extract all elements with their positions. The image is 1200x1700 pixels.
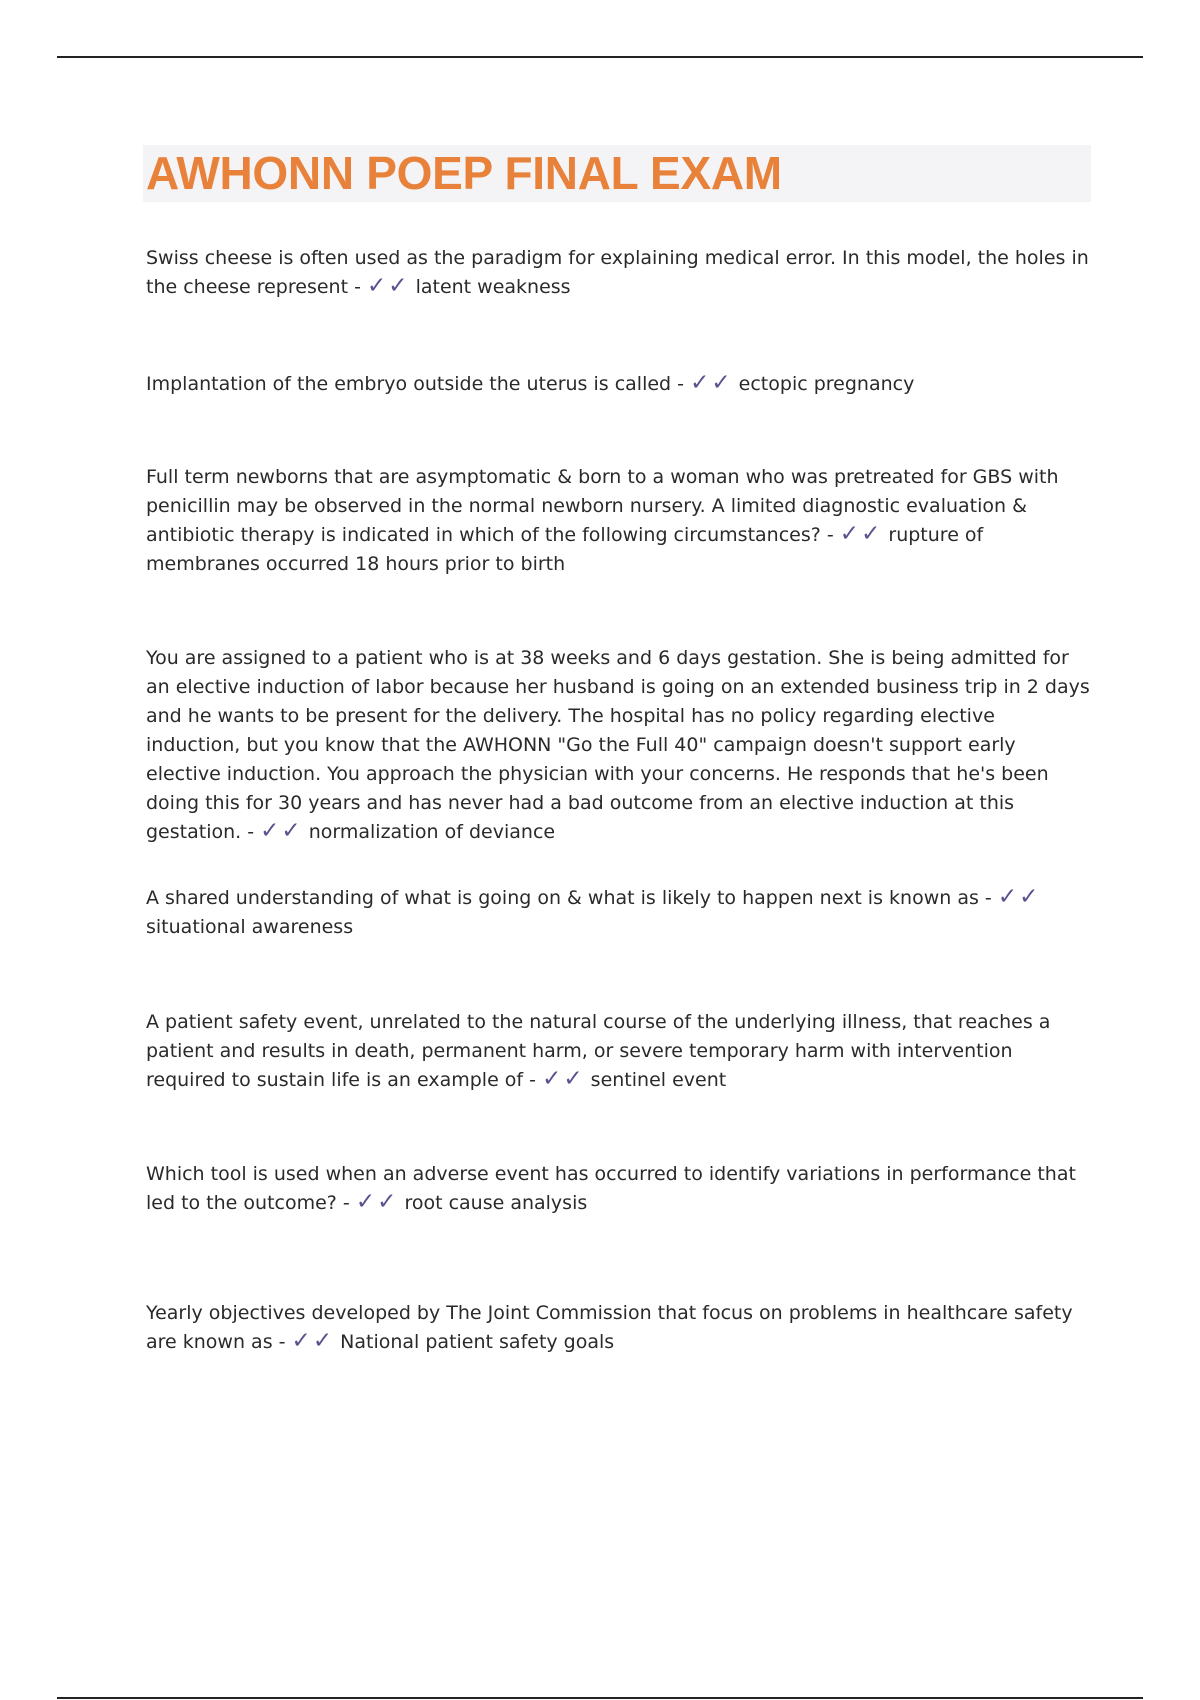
checkmark-icon: ✓ <box>260 818 280 844</box>
checkmark-icon: ✓ <box>312 1328 333 1354</box>
document-title: AWHONN POEP FINAL EXAM <box>146 147 782 199</box>
checkmark-icon: ✓ <box>997 884 1018 910</box>
answer-text: ectopic pregnancy <box>738 373 915 395</box>
question-text: Implantation of the embryo outside the uterus is called - <box>146 373 685 395</box>
checkmark-icon: ✓ <box>711 370 731 396</box>
answer-text: normalization of deviance <box>308 821 556 843</box>
bottom-rule <box>57 1697 1143 1699</box>
qa-item <box>146 463 1090 579</box>
qa-item <box>146 644 1090 847</box>
answer-text: latent weakness <box>415 276 571 298</box>
checkmark-icon: ✓ <box>355 1189 376 1215</box>
answer-text: National patient safety goals <box>340 1331 615 1353</box>
checkmark-icon: ✓ <box>839 521 860 547</box>
answer-text: sentinel event <box>590 1069 727 1091</box>
qa-item <box>146 1160 1090 1218</box>
question-text: Full term newborns that are asymptomatic & born to a woman who was pretreated for GBS with penicillin may be observed in the normal newborn nursery. A limited diagnostic evaluation & antibiotic therapy is indicated in which of the following circumstances? - <box>146 466 1059 546</box>
answer-text: situational awareness <box>146 916 354 938</box>
qa-item <box>146 884 1090 942</box>
question-text: Swiss cheese is often used as the paradigm for explaining medical error. In this model, the holes in the cheese represent - <box>146 247 1089 298</box>
checkmark-icon: ✓ <box>388 273 408 299</box>
question-text: Which tool is used when an adverse event has occurred to identify variations in performance that led to the outcome? - <box>146 1163 1076 1214</box>
checkmark-icon: ✓ <box>861 521 881 547</box>
checkmark-icon: ✓ <box>281 818 301 844</box>
checkmark-icon: ✓ <box>563 1066 583 1092</box>
question-text: Yearly objectives developed by The Joint Commission that focus on problems in healthcare safety are known as - <box>146 1302 1073 1353</box>
top-rule <box>57 56 1143 58</box>
answer-text: root cause analysis <box>404 1192 588 1214</box>
checkmark-icon: ✓ <box>690 370 710 396</box>
answer-text: rupture of membranes occurred 18 hours prior to birth <box>146 524 984 575</box>
checkmark-icon: ✓ <box>542 1066 562 1092</box>
checkmark-icon: ✓ <box>291 1328 311 1354</box>
qa-item <box>146 370 1090 399</box>
qa-item <box>146 244 1090 302</box>
question-text: A shared understanding of what is going on & what is likely to happen next is known as - <box>146 887 992 909</box>
checkmark-icon: ✓ <box>1019 884 1039 910</box>
checkmark-icon: ✓ <box>377 1189 397 1215</box>
checkmark-icon: ✓ <box>366 273 387 299</box>
qa-item <box>146 1299 1090 1357</box>
qa-item <box>146 1008 1090 1095</box>
question-text: A patient safety event, unrelated to the natural course of the underlying illness, that reaches a patient and results in death, permanent harm, or severe temporary harm with intervention required to sustain life is an example of - <box>146 1011 1051 1091</box>
question-text: You are assigned to a patient who is at 38 weeks and 6 days gestation. She is being admitted for an elective induction of labor because her husband is going on an extended business trip in 2 days and he wants to be present for the delivery. The hospital has no policy regarding elective induction, but you know that the AWHONN "Go the Full 40" campaign doesn't support early elective induction. You approach the physician with your concerns. He responds that he's been doing this for 30 years and has never had a bad outcome from an elective induction at this gestation. - <box>146 647 1090 843</box>
